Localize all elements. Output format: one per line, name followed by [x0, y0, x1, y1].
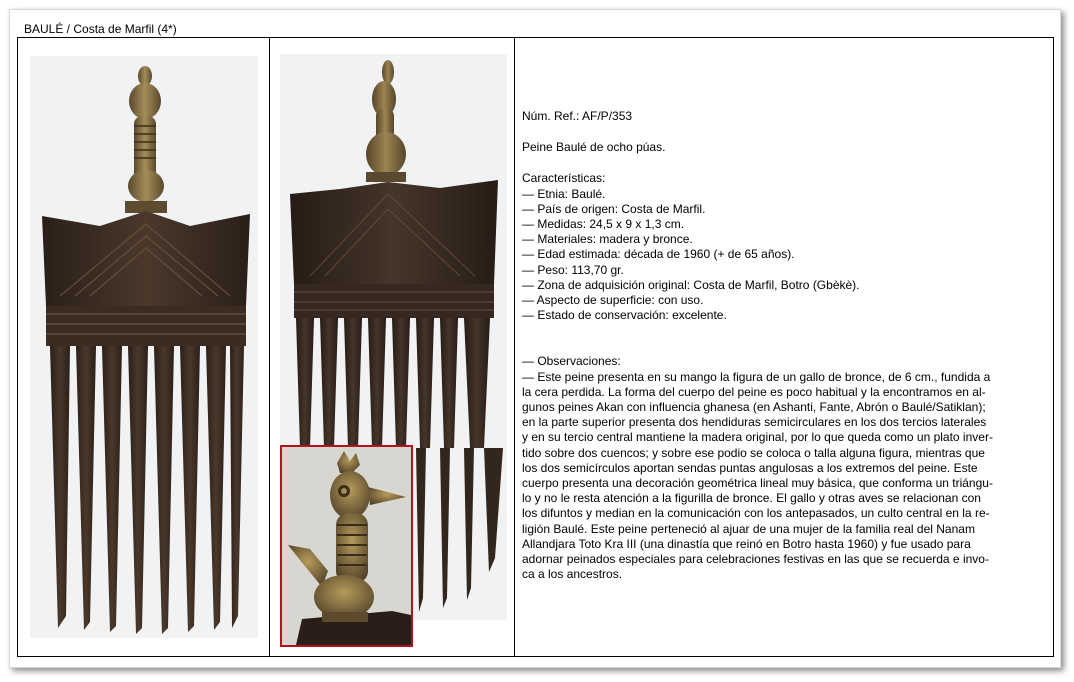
characteristic-line: — Edad estimada: década de 1960 (+ de 65 años).: [522, 247, 795, 262]
observation-line: gunos peines Akan con influencia ghanesa (en Ashanti, Fante, Abrón o Baulé/Satiklan);: [522, 400, 986, 415]
description-text: [522, 109, 1047, 582]
observation-line: Allandjara Toto Kra III (una dinastía que reinó en Botro hasta 1960) y fue usado para: [522, 536, 971, 551]
characteristics-title: Características:: [522, 171, 606, 186]
characteristic-line: — Peso: 113,70 gr.: [522, 262, 624, 277]
observations-title: — Observaciones:: [522, 354, 621, 369]
observation-line: ca a los ancestros.: [522, 567, 623, 582]
observation-line: lo y no le resta atención a la figurilla de bronce. El gallo y otras aves se relacionan con: [522, 491, 981, 506]
observation-line: en la parte superior presenta dos hendiduras semicirculares en los dos tercios laterales: [522, 415, 987, 430]
column-divider: [514, 38, 515, 656]
characteristic-line: — Aspecto de superficie: con uso.: [522, 293, 704, 308]
characteristic-line: — Medidas: 24,5 x 9 x 1,3 cm.: [522, 217, 685, 232]
comb-side-photo: [280, 54, 507, 448]
observation-line: los dos semicírculos aportan sendas puntas angulosas a los extremos del peine. Este: [522, 460, 978, 475]
observation-line: — Este peine presenta en su mango la figura de un gallo de bronce, de 6 cm., fundida a: [522, 369, 991, 384]
characteristic-line: — País de origen: Costa de Marfil.: [522, 201, 706, 216]
characteristic-line: — Etnia: Baulé.: [522, 186, 606, 201]
characteristic-line: — Materiales: madera y bronce.: [522, 232, 693, 247]
observation-line: cuerpo presenta una decoración geométrica lineal muy básica, que conforma un triángu-: [522, 476, 993, 491]
observation-line: y en su tercio central mantiene la madera original, por lo que queda como un plato inver-: [522, 430, 993, 445]
observation-line: adornar peinados especiales para celebraciones festivas en las que se recuerda e invo-: [522, 552, 989, 567]
characteristic-line: — Estado de conservación: excelente.: [522, 308, 727, 323]
reference-number: Núm. Ref.: AF/P/353: [522, 109, 633, 123]
observation-line: tido sobre dos cuencos; y sobre ese podio se coloca o talla alguna figura, mientras que: [522, 445, 985, 460]
comb-side-photo-teeth: [413, 448, 507, 620]
observation-line: la cera perdida. La forma del cuerpo del peine es poco habitual y la encontramos en al-: [522, 384, 986, 399]
rooster-detail-photo: [280, 445, 413, 647]
page-title: BAULÉ / Costa de Marfil (4*): [24, 22, 177, 36]
characteristic-line: — Zona de adquisición original: Costa de Marfil, Botro (Gbèkè).: [522, 277, 860, 292]
comb-front-photo: [30, 56, 258, 638]
observation-line: los difuntos y median en la comunicación con los antepasados, un culto central en la re-: [522, 506, 990, 521]
observation-line: ligión Baulé. Este peine perteneció al ajuar de una mujer de la familia real del Nanam: [522, 521, 975, 536]
column-divider: [269, 38, 270, 656]
object-summary: Peine Baulé de ocho púas.: [522, 140, 666, 155]
